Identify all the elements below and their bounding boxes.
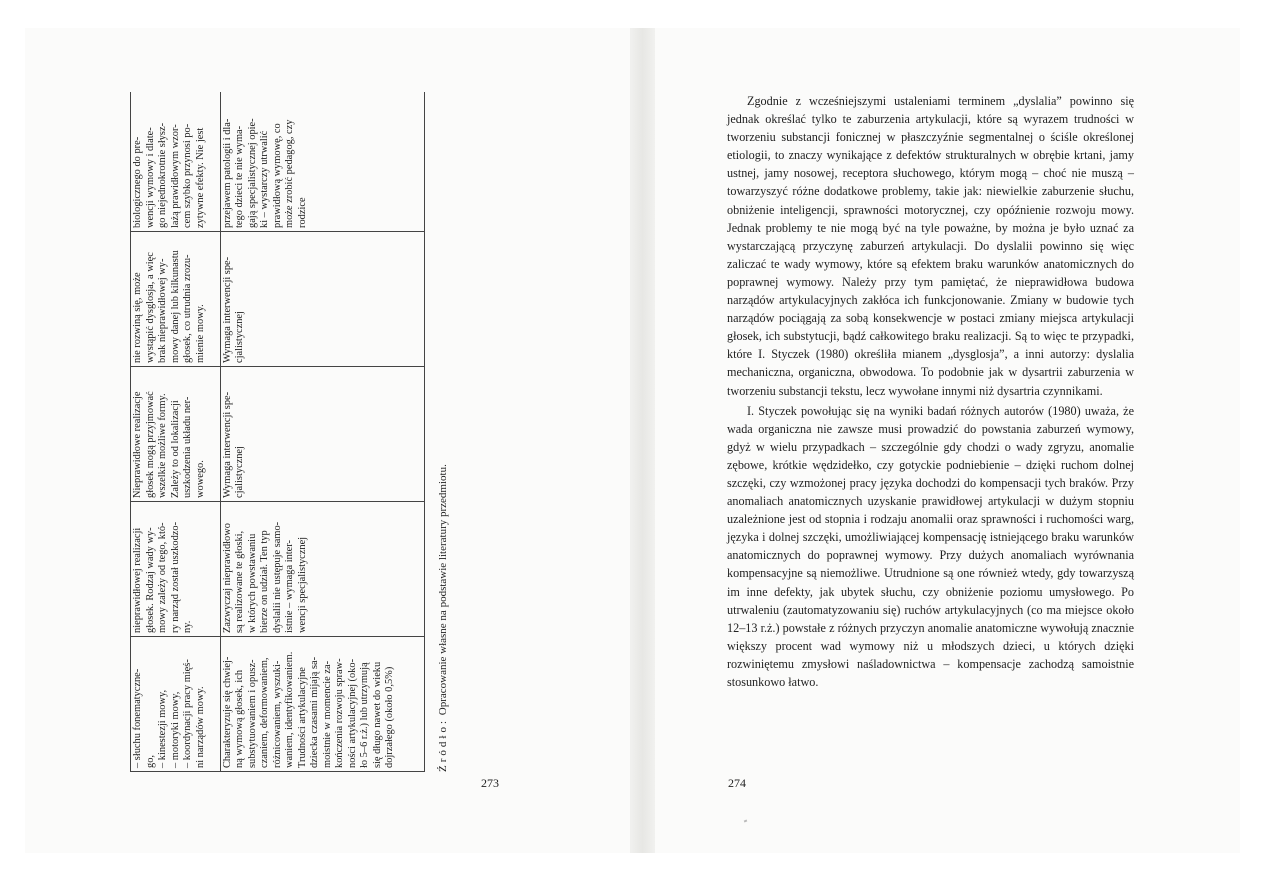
table-cell <box>220 637 424 772</box>
cell-line: mienie mowy. <box>194 304 206 363</box>
cell-line: kończenia rozwoju spraw- <box>334 658 346 768</box>
book-gutter <box>630 28 655 853</box>
cell-line: Wymaga interwencji spe- <box>221 391 233 498</box>
cell-line: go niejednokrotnie słysz- <box>157 122 168 228</box>
cell-line: ło 5–6 r.ż.) lub utrzymują <box>359 662 371 768</box>
cell-line: dojrzałego (około 0,5%) <box>384 666 396 768</box>
table-cell <box>131 367 221 502</box>
cell-line: Wymaga interwencji spe- <box>221 256 233 363</box>
cell-line: dyslalii nie ustępuje samo- <box>271 521 283 633</box>
cell-line: głosek, co utrudnia zrozu- <box>182 254 193 363</box>
cell-line: różnicowaniem, wyszuki- <box>271 660 283 768</box>
cell-line: cem szybko przynosi po- <box>182 123 193 228</box>
table-row <box>220 92 424 772</box>
rotated-table-area <box>130 92 425 772</box>
cell-line: moistnie w momencie za- <box>321 660 333 768</box>
cell-line: – słuchu fonematyczne- <box>132 668 143 768</box>
table-cell <box>131 502 221 637</box>
table-cell <box>220 92 424 232</box>
cell-line: lażą prawidłowym wzor- <box>169 124 181 228</box>
page-number-left: 273 <box>481 776 499 790</box>
cell-line: przejawem patologii i dla- <box>221 118 233 228</box>
cell-line: istnie – wymaga inter- <box>284 540 296 633</box>
table-cell <box>131 637 221 772</box>
paragraph: I. Styczek powołując się na wyniki badań różnych autorów (1980) uważa, że wada organiczna nie zawsze musi prowadzić do powstania zaburzeń wymowy, gdyż w wielu przypadkach – szczególnie gdy chodzi o wady zgryzu, anomalie zębowe, krótkie wędzidełko, czy gotyckie podniebienie – dzięki ruchom dolnej szczęki, czy wzmożonej pracy języka dochodzi do kompensacji tych braków. Przy anomaliach anatomicznych uzyskanie prawidłowej artykulacji w dużym stopniu uzależnione jest od stopnia i rodzaju anomalii oraz sprawności i ruchomości warg, języka i dolnej szczęki, umożliwiającej kompensację istniejącego braku warunków anatomicznych do poprawnej wymowy. Przy dużych anomaliach wyrównania kompensacyjne są niemożliwe. Utrudnione są one również wtedy, gdy towarzyszą im inne defekty, jak ubytek słuchu, czy obniżenie poziomu umysłowego. Po utrwaleniu (zautomatyzowaniu się) ruchów artykulacyjnych (co ma miejsce około 12–13 r.ż.) powstałe z różnych przyczyn anomalie anatomiczne wywołują znacznie większy procent wad wymowy niż u młodszych dzieci, u których dzięki rozwiniętemu zmysłowi naśladownictwa – kompensacje zachodzą samoistnie stosunkowo łatwo. <box>727 403 1134 689</box>
cell-line: gają specjalistycznej opie- <box>246 118 258 228</box>
page-number-right: 274 <box>728 776 746 790</box>
cell-line: ki – wystarczy utrwalić <box>259 130 271 228</box>
table-cell <box>220 502 424 637</box>
source-text: Opracowanie własne na podstawie literatury przedmiotu. <box>437 464 449 716</box>
cell-line: cjalistycznej <box>234 446 246 498</box>
cell-line: wowego. <box>194 460 206 498</box>
cell-line: głosek mogą przyjmować <box>144 391 156 498</box>
cell-line: Zależy to od lokalizacji <box>169 400 181 498</box>
cell-line: mowy zależy od tego, któ- <box>157 522 168 633</box>
cell-line: biologicznego do pre- <box>132 136 143 228</box>
cell-line: zytywne efekty. Nie jest <box>194 127 206 228</box>
table-source-area <box>432 400 454 772</box>
cell-line: Charakteryzuje się chwiej- <box>221 656 233 768</box>
table-cell <box>220 367 424 502</box>
cell-line: ną wymową głosek, ich <box>234 669 246 768</box>
cell-line: ni narządów mowy. <box>194 686 206 768</box>
cell-line: go, <box>144 755 156 768</box>
cell-line: w których powstawaniu <box>246 533 258 633</box>
cell-line: są realizowane te głoski, <box>234 530 246 633</box>
cell-line: cjalistycznej <box>234 311 246 363</box>
cell-line: głosek. Rodzaj wady wy- <box>144 527 156 633</box>
cell-line: brak nieprawidłowej wy- <box>157 258 168 363</box>
table-source-note <box>434 400 452 772</box>
cell-line: czaniem, deformowaniem, <box>259 657 271 768</box>
cell-line: – kinestezji mowy, <box>157 689 168 768</box>
table-row <box>131 92 221 772</box>
cell-line: prawidłową wymowę, co <box>271 123 283 228</box>
cell-line: się długo nawet do wieku <box>371 661 383 768</box>
cell-line: ry narząd został uszkodzo- <box>169 521 181 633</box>
cell-line: wszelkie możliwe formy. <box>157 393 168 498</box>
cell-line: tego dzieci te nie wyma- <box>234 125 246 228</box>
cell-line: mowy danej lub kilkunastu <box>169 250 181 363</box>
cell-line: wencji wymowy i dlate- <box>144 127 156 228</box>
table-cell <box>131 232 221 367</box>
cell-line: waniem, identyfikowaniem. <box>284 651 296 768</box>
source-label: Źródło: <box>437 718 449 772</box>
cell-line: ności artykulacyjnej (oko- <box>346 658 358 768</box>
cell-line: wencji specjalistycznej <box>296 536 308 633</box>
body-text <box>727 92 1134 691</box>
cell-line: – motoryki mowy, <box>169 691 181 768</box>
cell-line: może zrobić pedagog, czy <box>284 119 296 228</box>
cell-line: uszkodzenia układu ner- <box>182 396 193 498</box>
cell-line: nieprawidłowej realizacji <box>132 527 143 633</box>
table-cell <box>131 92 221 232</box>
cell-line: Trudności artykulacyjne <box>296 667 308 768</box>
cell-line: – koordynacji pracy mięś- <box>182 659 193 768</box>
paragraph: Zgodnie z wcześniejszymi ustaleniami terminem „dyslalia” powinno się jednak określać tylko te zaburzenia artykulacji, które są wyrazem trudności w tworzeniu substancji fonicznej w płaszczyźnie segmentalnej o ściśle określonej etiologii, to znaczy wynikające z defektów strukturalnych w obrębie krtani, jamy ustnej, jamy nosowej, receptora słuchowego, którym mogą – choć nie muszą – towarzyszyć różne dodatkowe problemy, takie jak: niewielkie zaburzenie słuchu, obniżenie inteligencji, sprawności motorycznej, czy opóźnienie rozwoju mowy. Jednak problemy te nie mogą być na tyle poważne, by można je było uznać za wystarczającą przyczynę zaburzeń artykulacji. Do dyslalii powinno się więc zaliczać te wady wymowy, które są efektem braku warunków anatomicznych do poprawnej wymowy. Należy przy tym pamiętać, że nieprawidłowa budowa narządów artykulacyjnych zakłóca ich funkcjonowanie. Zmiany w budowie tych narządów pociągają za sobą konsekwencje w postaci zmiany miejsca artykulacji głosek, ich substytucji, bądź całkowitego braku realizacji. Są to więc te przypadki, które I. Styczek (1980) określiła mianem „dysglosja”, a inni autorzy: dyslalia mechaniczna, organiczna, obwodowa. To podobnie jak w dysartrii zaburzenia w tworzeniu substancji tekstu, lecz wywołane innymi niż dysartria czynnikami. <box>727 94 1134 398</box>
cell-line: ny. <box>182 620 193 633</box>
table-cell <box>220 232 424 367</box>
cell-line: Nieprawidłowe realizacje <box>132 391 143 498</box>
comparison-table <box>130 92 425 772</box>
cell-line: wystąpić dysglosja, a więc <box>144 252 156 363</box>
cell-line: Zazwyczaj nieprawidłowo <box>221 523 233 633</box>
cell-line: rodzice <box>296 197 308 228</box>
cell-line: nie rozwiną się, może <box>132 272 143 363</box>
cell-line: dziecka czasami mijają sa- <box>309 656 321 768</box>
cell-line: bierze on udział. Ten typ <box>259 530 271 633</box>
cell-line: substytuowaniem i opusz- <box>246 659 258 768</box>
